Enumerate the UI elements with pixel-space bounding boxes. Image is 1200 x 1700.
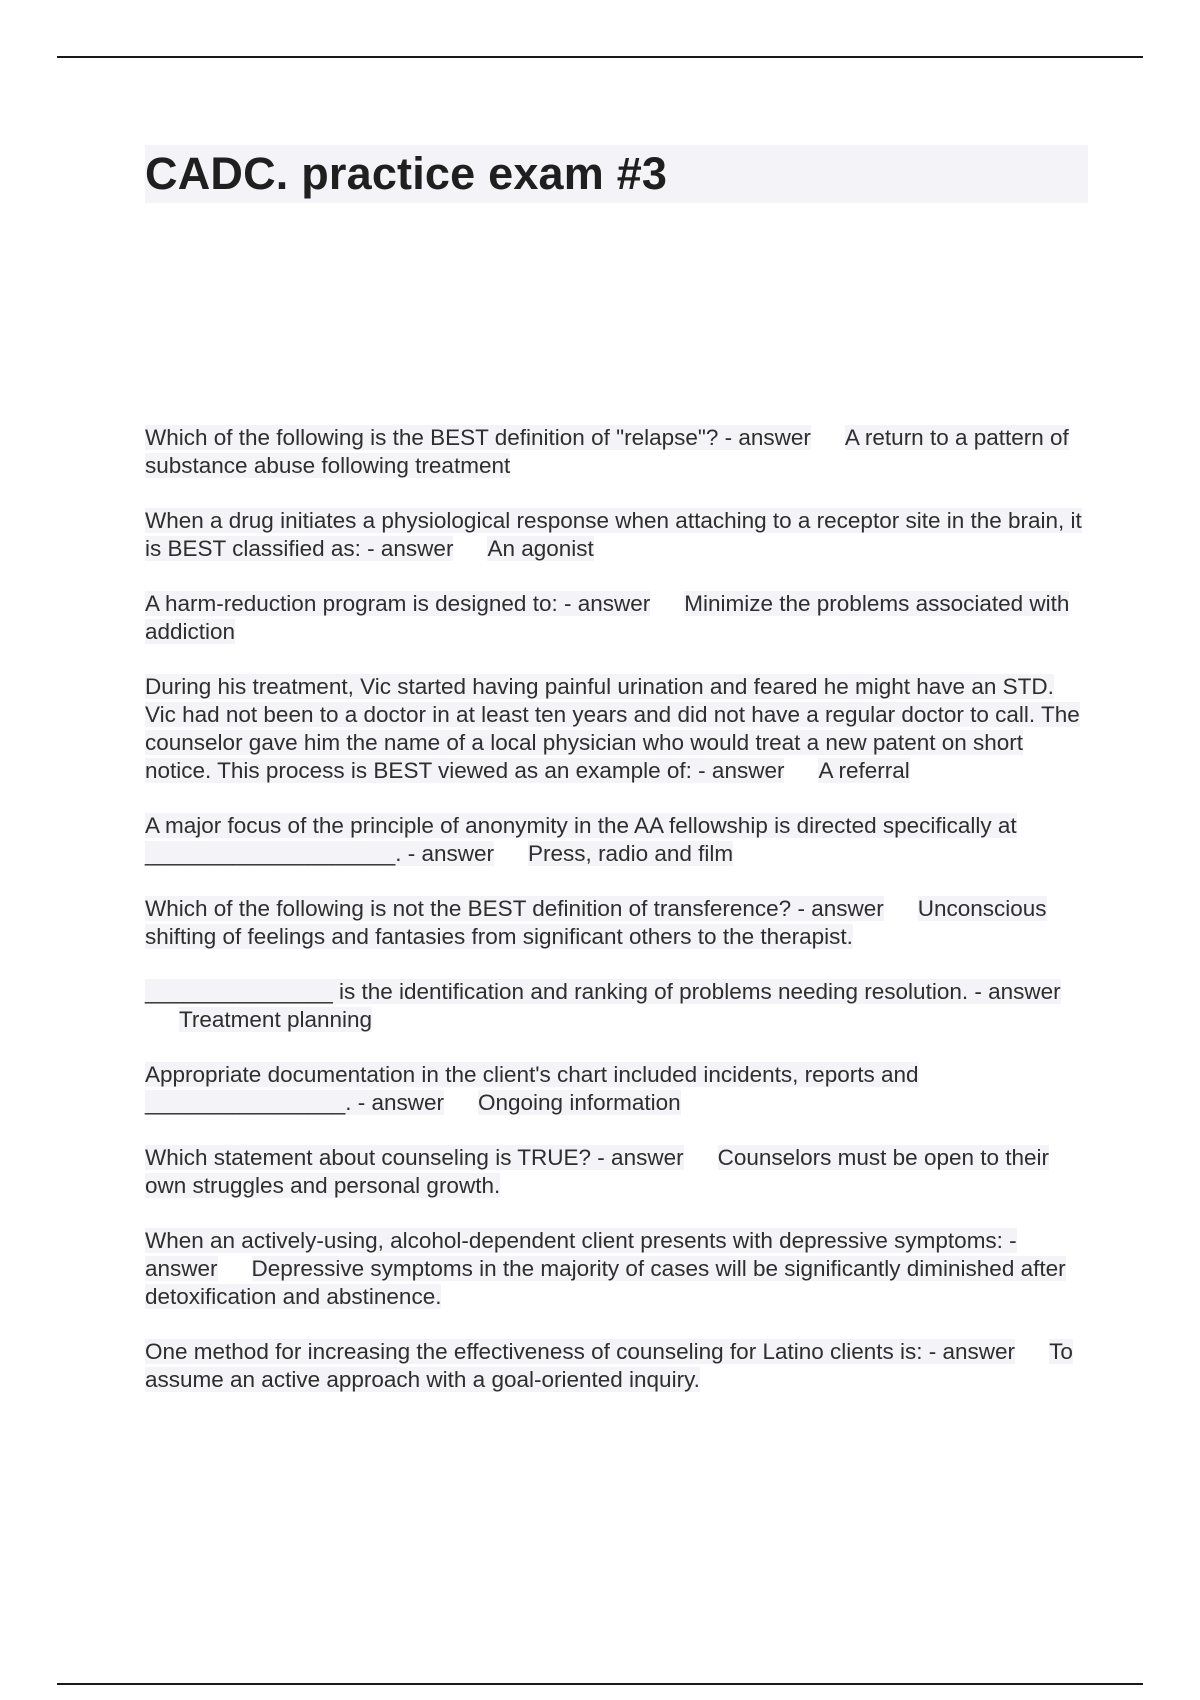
question-text: Which of the following is not the BEST definition of transference? - answer bbox=[145, 896, 884, 921]
qa-item bbox=[145, 1338, 1090, 1394]
question-text: During his treatment, Vic started having painful urination and feared he might have an STD. Vic had not been to a doctor in at least ten years and did not have a regular doctor to call. The counselor gave him the name of a local physician who would treat a new patent on short notice. This process is BEST viewed as an example of: - answer bbox=[145, 674, 1080, 783]
answer-text: Ongoing information bbox=[478, 1090, 681, 1115]
answer-text: Depressive symptoms in the majority of cases will be significantly diminished after detoxification and abstinence. bbox=[145, 1256, 1066, 1309]
question-text: When a drug initiates a physiological response when attaching to a receptor site in the brain, it is BEST classified as: - answer bbox=[145, 508, 1082, 561]
qa-item bbox=[145, 1144, 1090, 1200]
answer-text: To assume an active approach with a goal-oriented inquiry. bbox=[145, 1339, 1073, 1392]
answer-text: Counselors must be open to their own struggles and personal growth. bbox=[145, 1145, 1050, 1198]
qa-item bbox=[145, 812, 1090, 868]
qa-item bbox=[145, 590, 1090, 646]
qa-item bbox=[145, 978, 1090, 1034]
question-text: A harm-reduction program is designed to: - answer bbox=[145, 591, 651, 616]
question-text: Appropriate documentation in the client's chart included incidents, reports and ________________. - answer bbox=[145, 1062, 919, 1115]
question-text: One method for increasing the effectiveness of counseling for Latino clients is: - answer bbox=[145, 1339, 1016, 1364]
answer-text: A referral bbox=[818, 758, 910, 783]
question-text: A major focus of the principle of anonymity in the AA fellowship is directed specifically at ____________________. - answer bbox=[145, 813, 1017, 866]
answer-text: Treatment planning bbox=[179, 1007, 373, 1032]
page-title: CADC. practice exam #3 bbox=[145, 148, 668, 199]
question-text: Which statement about counseling is TRUE? - answer bbox=[145, 1145, 684, 1170]
question-text: _______________ is the identification and ranking of problems needing resolution. - answer bbox=[145, 979, 1061, 1004]
answer-text: Unconscious shifting of feelings and fantasies from significant others to the therapist. bbox=[145, 896, 1047, 949]
question-text: When an actively-using, alcohol-dependent client presents with depressive symptoms: - answer bbox=[145, 1228, 1017, 1281]
bottom-rule bbox=[57, 1683, 1143, 1685]
qa-item bbox=[145, 507, 1090, 563]
qa-item bbox=[145, 1227, 1090, 1311]
qa-item bbox=[145, 895, 1090, 951]
answer-text: An agonist bbox=[487, 536, 594, 561]
qa-item bbox=[145, 673, 1090, 785]
top-rule bbox=[57, 56, 1143, 58]
qa-item bbox=[145, 1061, 1090, 1117]
question-list bbox=[145, 424, 1090, 1421]
qa-item bbox=[145, 424, 1090, 480]
question-text: Which of the following is the BEST definition of "relapse"? - answer bbox=[145, 425, 811, 450]
answer-text: Minimize the problems associated with addiction bbox=[145, 591, 1070, 644]
answer-text: Press, radio and film bbox=[528, 841, 734, 866]
answer-text: A return to a pattern of substance abuse following treatment bbox=[145, 425, 1069, 478]
